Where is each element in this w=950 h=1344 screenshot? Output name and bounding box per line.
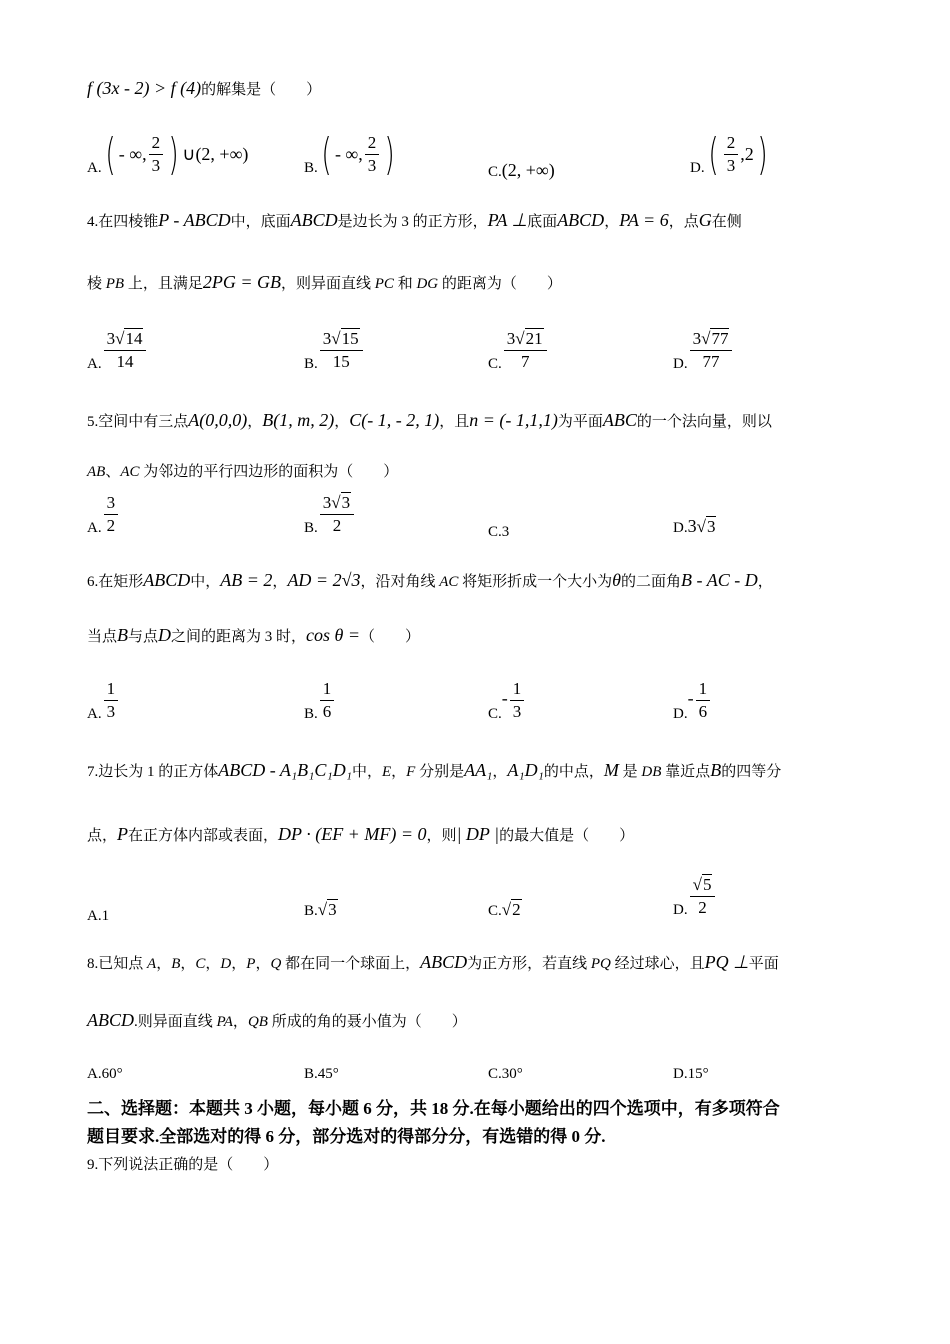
text: ， bbox=[334, 414, 350, 430]
text: 都在同一个球面上， bbox=[281, 956, 421, 972]
sign: - bbox=[687, 687, 694, 708]
text: ， bbox=[247, 414, 263, 430]
text: ，点 bbox=[668, 214, 699, 230]
math: | DP | bbox=[456, 824, 500, 844]
text: ，则 bbox=[426, 828, 457, 844]
math: ABC bbox=[602, 410, 637, 430]
text: 上，且满足 bbox=[124, 276, 203, 292]
option-label: B. bbox=[304, 903, 318, 919]
fraction-denominator: 6 bbox=[322, 702, 332, 721]
sign: - bbox=[501, 687, 508, 708]
text: 为平面 bbox=[557, 414, 603, 430]
math: B - AC - D bbox=[681, 570, 758, 590]
text: 边长为 1 的正方体 bbox=[98, 764, 219, 780]
math: PA = 6 bbox=[619, 210, 669, 230]
fraction-denominator: 3 bbox=[367, 156, 377, 175]
option-label: C. bbox=[488, 903, 502, 919]
q3-stem-text: 的解集是（ ） bbox=[201, 82, 322, 98]
option-value: 1 bbox=[101, 908, 110, 924]
radicand: 77 bbox=[711, 329, 729, 348]
text: 为邻边的平行四边形的面积为（ ） bbox=[139, 464, 399, 480]
option-label: B. bbox=[304, 520, 318, 536]
math: P bbox=[117, 824, 129, 844]
q5-option-a bbox=[87, 492, 120, 537]
text: ， bbox=[156, 956, 172, 972]
fraction-denominator: 7 bbox=[520, 352, 530, 371]
math: PQ bbox=[590, 956, 611, 972]
question-number: 4. bbox=[87, 214, 99, 230]
text: 底面 bbox=[527, 214, 558, 230]
option-math: - ∞, bbox=[118, 144, 147, 164]
radicand: 5 bbox=[702, 875, 712, 894]
question-number: 8. bbox=[87, 956, 99, 972]
option-value: 60° bbox=[101, 1066, 123, 1082]
text: 已知点 bbox=[98, 956, 148, 972]
math: F bbox=[406, 764, 416, 780]
text: .则异面直线 bbox=[134, 1014, 217, 1030]
option-label: A. bbox=[87, 160, 102, 176]
math: ABCD - A₁B₁C₁D₁ bbox=[218, 760, 352, 780]
text: 棱 bbox=[87, 276, 106, 292]
math: P bbox=[246, 956, 256, 972]
text: 下列说法正确的是（ ） bbox=[98, 1157, 279, 1173]
question-number: 5. bbox=[87, 414, 99, 430]
text: （ ） bbox=[360, 629, 421, 645]
q3-option-c bbox=[488, 160, 555, 181]
math: PC bbox=[374, 276, 394, 292]
q7-line-2 bbox=[87, 824, 890, 845]
math: P - ABCD bbox=[158, 210, 231, 230]
q4-option-a: A. $\frac{3√14}{14}$ bbox=[87, 328, 148, 373]
fraction-denominator: 2 bbox=[332, 516, 342, 535]
math: C(- 1, - 2, 1) bbox=[349, 410, 440, 430]
option-value: 30° bbox=[501, 1066, 523, 1082]
text: 的距离为（ ） bbox=[438, 276, 562, 292]
question-number: 6. bbox=[87, 574, 99, 590]
fraction-numerator: 1 bbox=[696, 678, 711, 701]
option-label: B. bbox=[304, 356, 318, 372]
text: 为正方形，若直线 bbox=[467, 956, 591, 972]
math: AB = 2 bbox=[220, 570, 273, 590]
math: ABCD bbox=[420, 952, 468, 972]
math: Q bbox=[270, 956, 282, 972]
math: AB bbox=[87, 464, 106, 480]
q4-option-c: C. $\frac{3√21}{7}$ bbox=[488, 328, 549, 373]
text: ， bbox=[205, 956, 221, 972]
coefficient: 3 bbox=[687, 516, 697, 536]
fraction-denominator: 3 bbox=[106, 702, 116, 721]
q7-option-a bbox=[87, 908, 109, 925]
text: 在四棱锥 bbox=[98, 214, 159, 230]
q4-line-2 bbox=[87, 272, 890, 293]
text: 分别是 bbox=[415, 764, 465, 780]
option-label: D. bbox=[673, 520, 688, 536]
text: 靠近点 bbox=[661, 764, 711, 780]
option-label: C. bbox=[488, 706, 502, 722]
option-label: A. bbox=[87, 356, 102, 372]
section-2-heading-line-1: 二、选择题：本题共 3 小题，每小题 6 分，共 18 分.在每小题给出的四个选项中，有多项符合 bbox=[87, 1099, 780, 1118]
math: n = (- 1,1,1) bbox=[469, 410, 558, 430]
fraction-denominator: 2 bbox=[698, 898, 707, 917]
question-number: 7. bbox=[87, 764, 99, 780]
q7-option-c: C.√2 bbox=[488, 900, 521, 919]
option-label: C. bbox=[488, 524, 502, 540]
q3-option-a: A. ( - ∞, $\frac{2}{3}$ ) ∪(2, +∞) bbox=[87, 128, 249, 180]
math: θ bbox=[612, 570, 622, 590]
text: 的四等分 bbox=[721, 764, 782, 780]
text: 、 bbox=[105, 464, 121, 480]
math: A(0,0,0) bbox=[188, 410, 248, 430]
text: 和 bbox=[393, 276, 417, 292]
q6-option-a bbox=[87, 678, 120, 723]
math: D bbox=[158, 625, 172, 645]
option-label: D. bbox=[690, 160, 705, 176]
math: ABCD bbox=[143, 570, 191, 590]
math: ABCD bbox=[87, 1010, 134, 1030]
option-label: D. bbox=[673, 356, 688, 372]
question-number: 9. bbox=[87, 1157, 99, 1173]
fraction-numerator: 1 bbox=[320, 678, 335, 701]
coefficient: 3 bbox=[322, 329, 332, 348]
option-label: B. bbox=[304, 706, 318, 722]
coefficient: 3 bbox=[106, 329, 116, 348]
math: QB bbox=[247, 1014, 268, 1030]
text: ， bbox=[255, 956, 271, 972]
coefficient: 3 bbox=[506, 329, 516, 348]
radicand: 21 bbox=[525, 329, 543, 348]
math: ABCD bbox=[290, 210, 338, 230]
option-label: C. bbox=[488, 356, 502, 372]
text: 中， bbox=[190, 574, 221, 590]
option-label: A. bbox=[87, 1066, 102, 1082]
fraction-denominator: 14 bbox=[116, 352, 134, 371]
text: ， bbox=[180, 956, 196, 972]
text: ， bbox=[232, 1014, 248, 1030]
q8-option-d bbox=[673, 1066, 709, 1083]
fraction-denominator: 6 bbox=[698, 702, 708, 721]
math: B(1, m, 2) bbox=[262, 410, 335, 430]
fraction-numerator: 2 bbox=[724, 132, 739, 155]
radicand: 3 bbox=[341, 493, 351, 512]
q6-line-2 bbox=[87, 625, 890, 646]
option-math: (2, +∞) bbox=[501, 160, 555, 180]
q6-option-b bbox=[304, 678, 336, 723]
q6-option-d bbox=[673, 678, 712, 723]
radicand: 3 bbox=[328, 900, 337, 919]
text: 将矩形折成一个大小为 bbox=[458, 574, 613, 590]
text: 的最大值是（ ） bbox=[499, 828, 635, 844]
q4-line-1 bbox=[87, 210, 890, 231]
q3-stem bbox=[87, 78, 890, 99]
text: 的中点， bbox=[543, 764, 604, 780]
q3-option-d: D. ( $\frac{2}{3}$ ,2 ) bbox=[690, 128, 768, 180]
option-label: B. bbox=[304, 1066, 318, 1082]
math: DG bbox=[416, 276, 439, 292]
option-value: 15° bbox=[687, 1066, 709, 1082]
fraction-numerator: 1 bbox=[510, 678, 525, 701]
q5-line-1 bbox=[87, 410, 890, 431]
text: ， bbox=[604, 214, 620, 230]
radicand: 2 bbox=[512, 900, 521, 919]
q5-option-c bbox=[488, 524, 509, 541]
math: D bbox=[220, 956, 232, 972]
section-2-heading-line-2: 题目要求.全部选对的得 6 分，部分选对的得部分分，有选错的得 0 分. bbox=[87, 1127, 606, 1146]
q8-option-b bbox=[304, 1066, 339, 1083]
math: AD = 2√3 bbox=[287, 570, 361, 590]
text: 点， bbox=[87, 828, 118, 844]
text: ， bbox=[757, 574, 773, 590]
text: 经过球心，且 bbox=[610, 956, 705, 972]
q7-line-1 bbox=[87, 760, 890, 781]
math: AC bbox=[439, 574, 459, 590]
math: G bbox=[698, 210, 712, 230]
q7-option-d: D. $\frac{√5}{2}$ bbox=[673, 874, 717, 919]
option-label: C. bbox=[488, 164, 502, 180]
option-label: C. bbox=[488, 1066, 502, 1082]
option-value: 45° bbox=[317, 1066, 339, 1082]
q5-option-d: D.3√3 bbox=[673, 516, 716, 536]
math: PB bbox=[105, 276, 125, 292]
option-label: A. bbox=[87, 908, 102, 924]
fraction-denominator: 3 bbox=[151, 156, 161, 175]
option-label: A. bbox=[87, 520, 102, 536]
q7-option-b: B.√3 bbox=[304, 900, 337, 919]
fraction-numerator: 2 bbox=[365, 132, 380, 155]
q5-line-2 bbox=[87, 460, 890, 481]
text: ，且 bbox=[439, 414, 470, 430]
fraction-denominator: 77 bbox=[702, 352, 720, 371]
option-math: ,2 bbox=[740, 144, 754, 164]
q8-line-1 bbox=[87, 952, 890, 973]
text: 是 bbox=[618, 764, 642, 780]
option-label: A. bbox=[87, 706, 102, 722]
text: ， bbox=[231, 956, 247, 972]
math: C bbox=[195, 956, 206, 972]
text: 的一个法向量，则以 bbox=[636, 414, 772, 430]
math: cos θ = bbox=[306, 625, 361, 645]
q4-option-d: D. $\frac{3√77}{77}$ bbox=[673, 328, 734, 373]
text: ，则异面直线 bbox=[281, 276, 375, 292]
fraction-denominator: 3 bbox=[726, 156, 736, 175]
q6-option-c bbox=[488, 678, 526, 723]
math: A bbox=[147, 956, 157, 972]
option-label: D. bbox=[673, 902, 688, 918]
q6-line-1 bbox=[87, 570, 890, 591]
option-label: B. bbox=[304, 160, 318, 176]
option-math: - ∞, bbox=[334, 144, 363, 164]
math: PA bbox=[216, 1014, 233, 1030]
coefficient: 3 bbox=[322, 493, 332, 512]
radicand: 14 bbox=[125, 329, 143, 348]
text: 是边长为 3 的正方形， bbox=[337, 214, 488, 230]
text: ，沿对角线 bbox=[360, 574, 440, 590]
math: E bbox=[381, 764, 392, 780]
q8-option-a bbox=[87, 1066, 123, 1083]
math: B bbox=[117, 625, 129, 645]
math: B bbox=[171, 956, 181, 972]
math: B bbox=[710, 760, 722, 780]
math: PQ ⊥ bbox=[704, 952, 749, 972]
math: 2PG = GB bbox=[202, 272, 281, 292]
q9-stem bbox=[87, 1153, 890, 1174]
q3-option-b: B. ( - ∞, $\frac{2}{3}$ ) bbox=[304, 128, 396, 180]
math: AA₁ bbox=[464, 760, 493, 780]
text: ， bbox=[391, 764, 407, 780]
q8-line-2 bbox=[87, 1010, 890, 1031]
option-value: 3 bbox=[501, 524, 510, 540]
text: 所成的角的聂小值为（ ） bbox=[267, 1014, 467, 1030]
fraction-denominator: 2 bbox=[106, 516, 116, 535]
option-label: D. bbox=[673, 1066, 688, 1082]
text: 与点 bbox=[128, 629, 159, 645]
radicand: 15 bbox=[341, 329, 359, 348]
fraction-numerator: 3 bbox=[104, 492, 119, 515]
math: A₁D₁ bbox=[507, 760, 544, 780]
text: 当点 bbox=[87, 629, 118, 645]
text: 之间的距离为 3 时， bbox=[171, 629, 307, 645]
text: 空间中有三点 bbox=[98, 414, 189, 430]
fraction-numerator: 2 bbox=[149, 132, 164, 155]
math: DP · (EF + MF) = 0 bbox=[278, 824, 427, 844]
text: 中，底面 bbox=[230, 214, 291, 230]
text: 在侧 bbox=[711, 214, 742, 230]
coefficient: 3 bbox=[692, 329, 702, 348]
q3-stem-math: f (3x - 2) > f (4) bbox=[87, 78, 202, 98]
fraction-denominator: 15 bbox=[332, 352, 350, 371]
math: M bbox=[603, 760, 619, 780]
text: 在正方体内部或表面， bbox=[128, 828, 279, 844]
text: 平面 bbox=[748, 956, 779, 972]
q5-option-b: B. $\frac{3√3}{2}$ bbox=[304, 492, 356, 537]
radicand: 3 bbox=[706, 517, 716, 536]
math: AC bbox=[120, 464, 140, 480]
q8-option-c bbox=[488, 1066, 523, 1083]
fraction-numerator: 1 bbox=[104, 678, 119, 701]
text: 中， bbox=[351, 764, 382, 780]
fraction-denominator: 3 bbox=[512, 702, 522, 721]
q4-option-b: B. $\frac{3√15}{15}$ bbox=[304, 328, 365, 373]
text: ， bbox=[492, 764, 508, 780]
math: DB bbox=[641, 764, 662, 780]
text: ， bbox=[272, 574, 288, 590]
math: PA ⊥ bbox=[487, 210, 528, 230]
option-math: ∪(2, +∞) bbox=[182, 144, 249, 164]
math: ABCD bbox=[557, 210, 605, 230]
option-label: D. bbox=[673, 706, 688, 722]
text: 在矩形 bbox=[98, 574, 144, 590]
text: 的二面角 bbox=[621, 574, 682, 590]
